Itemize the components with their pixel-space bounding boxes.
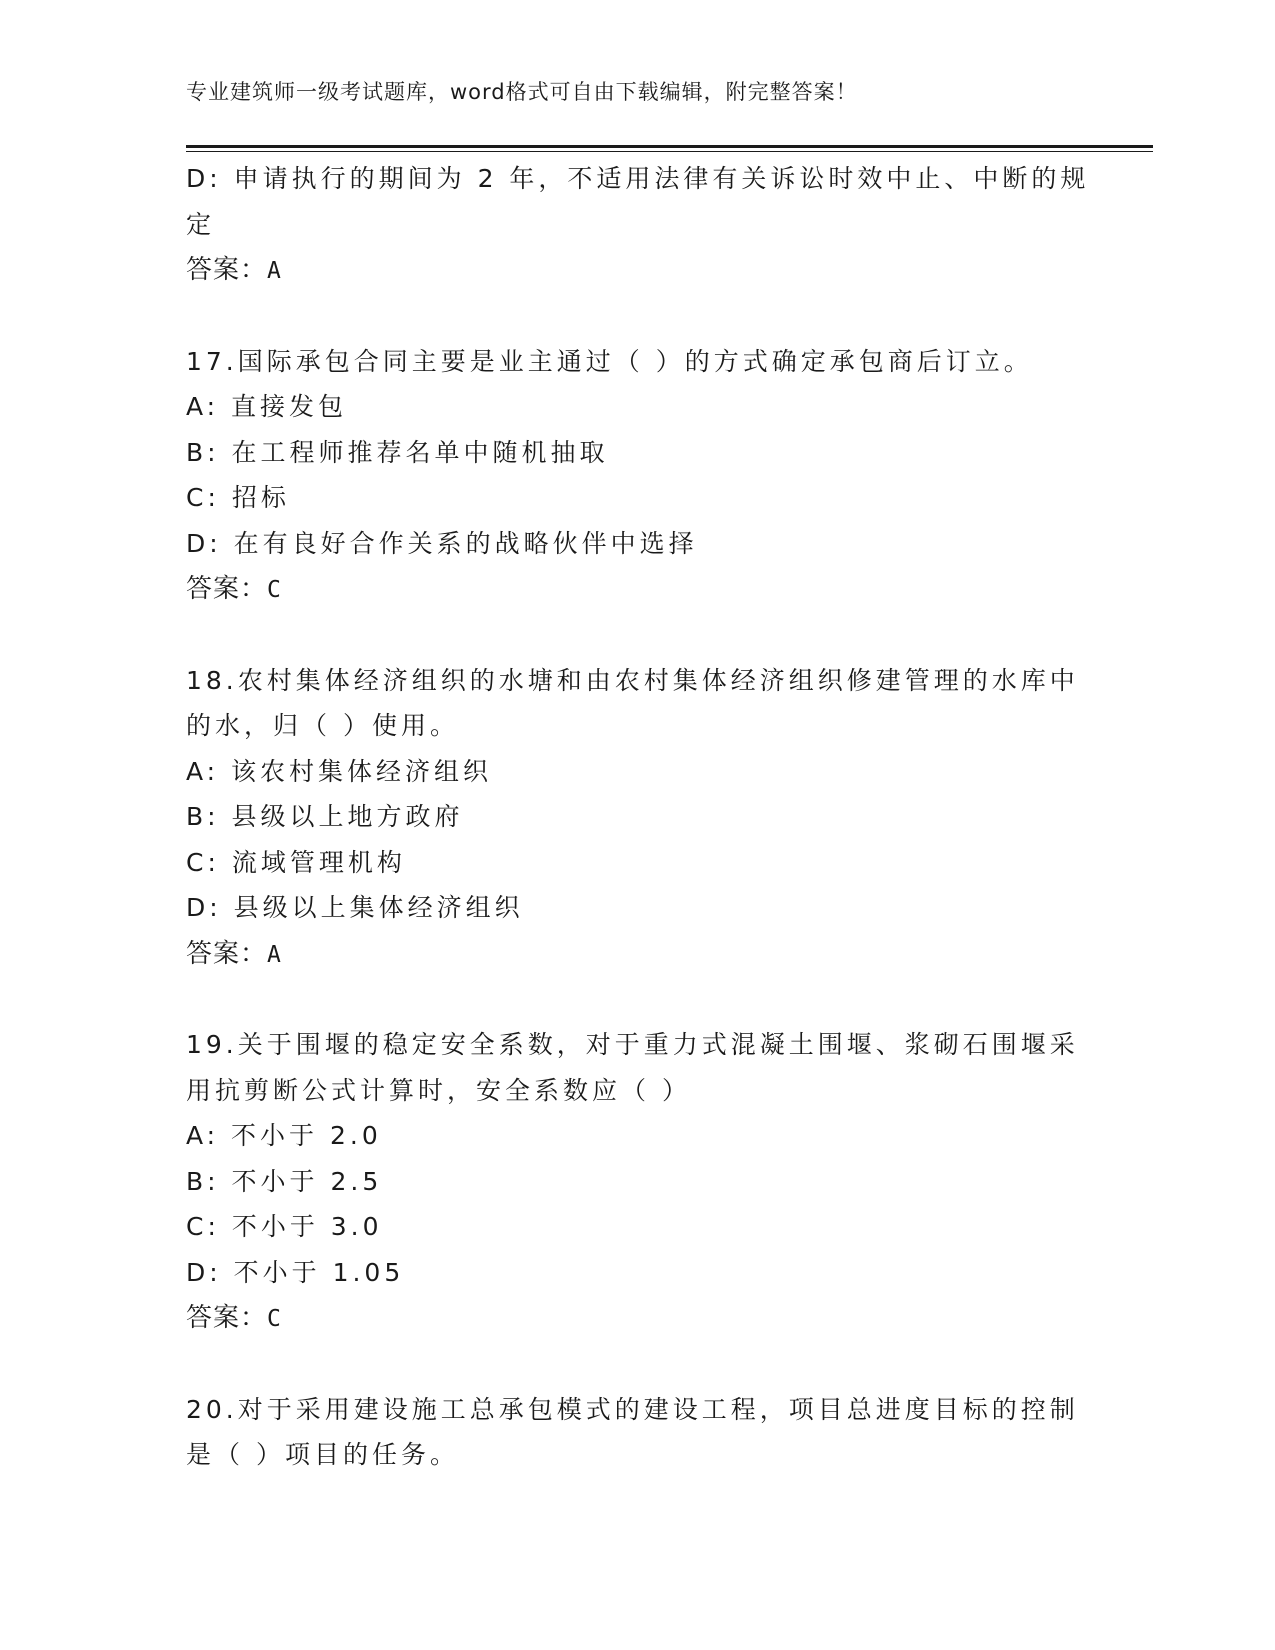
question-stem: 18.农村集体经济组织的水塘和由农村集体经济组织修建管理的水库中	[186, 665, 1079, 695]
question-spacer	[186, 612, 1086, 658]
answer-value: C	[267, 1306, 282, 1332]
answer-value: A	[267, 941, 282, 968]
answer-label: 答案：	[186, 254, 268, 284]
question-spacer	[186, 293, 1086, 339]
question-answer	[186, 931, 1086, 977]
question-answer	[186, 1295, 1086, 1341]
question-stem: 20.对于采用建设施工总承包模式的建设工程，项目总进度目标的控制	[186, 1394, 1079, 1424]
answer-value: A	[267, 258, 282, 284]
option-d: D: 县级以上集体经济组织	[186, 893, 524, 922]
question-20	[186, 1387, 1086, 1478]
document-body	[186, 156, 1090, 1478]
question-answer	[186, 566, 1086, 612]
question-18	[186, 658, 1086, 977]
option-a: A: 不小于 2.0	[186, 1121, 382, 1150]
option-c: C: 流域管理机构	[186, 847, 406, 877]
option-b: B: 不小于 2.5	[186, 1166, 383, 1196]
question-spacer	[186, 1341, 1086, 1387]
option-c: C: 招标	[186, 483, 290, 512]
question-19	[186, 1022, 1086, 1341]
option-d: D: 在有良好合作关系的战略伙伴中选择	[186, 528, 698, 558]
option-c: C: 不小于 3.0	[186, 1212, 383, 1241]
question-stem: 17.国际承包合同主要是业主通过（ ）的方式确定承包商后订立。	[186, 346, 1033, 376]
page-header: 专业建筑师一级考试题库，word格式可自由下载编辑，附完整答案！	[186, 80, 858, 104]
question-stem-cont: 的水，归（ ）使用。	[186, 711, 459, 740]
header-rule-thin	[186, 151, 1153, 152]
answer-label: 答案：	[186, 937, 268, 968]
option-d: D: 不小于 1.05	[186, 1257, 405, 1287]
option-b: B: 在工程师推荐名单中随机抽取	[186, 437, 609, 467]
prev-option-d-line1: D: 申请执行的期间为 2 年，不适用法律有关诉讼时效中止、中断的规	[186, 164, 1090, 193]
option-a: A: 直接发包	[186, 392, 348, 421]
question-stem-cont: 是（ ）项目的任务。	[186, 1440, 459, 1469]
question-stem-cont: 用抗剪断公式计算时，安全系数应（ ）	[186, 1075, 691, 1105]
prev-option-d-line2: 定	[186, 209, 216, 239]
header-rule-thick	[186, 145, 1153, 148]
option-a: A: 该农村集体经济组织	[186, 756, 493, 786]
option-b: B: 县级以上地方政府	[186, 802, 464, 831]
question-17	[186, 339, 1086, 612]
question-stem: 19.关于围堰的稳定安全系数，对于重力式混凝土围堰、浆砌石围堰采	[186, 1030, 1079, 1059]
question-spacer	[186, 976, 1086, 1022]
answer-label: 答案：	[186, 1302, 268, 1332]
answer-value: C	[267, 577, 282, 603]
prev-answer	[186, 247, 1086, 293]
answer-label: 答案：	[186, 573, 268, 603]
